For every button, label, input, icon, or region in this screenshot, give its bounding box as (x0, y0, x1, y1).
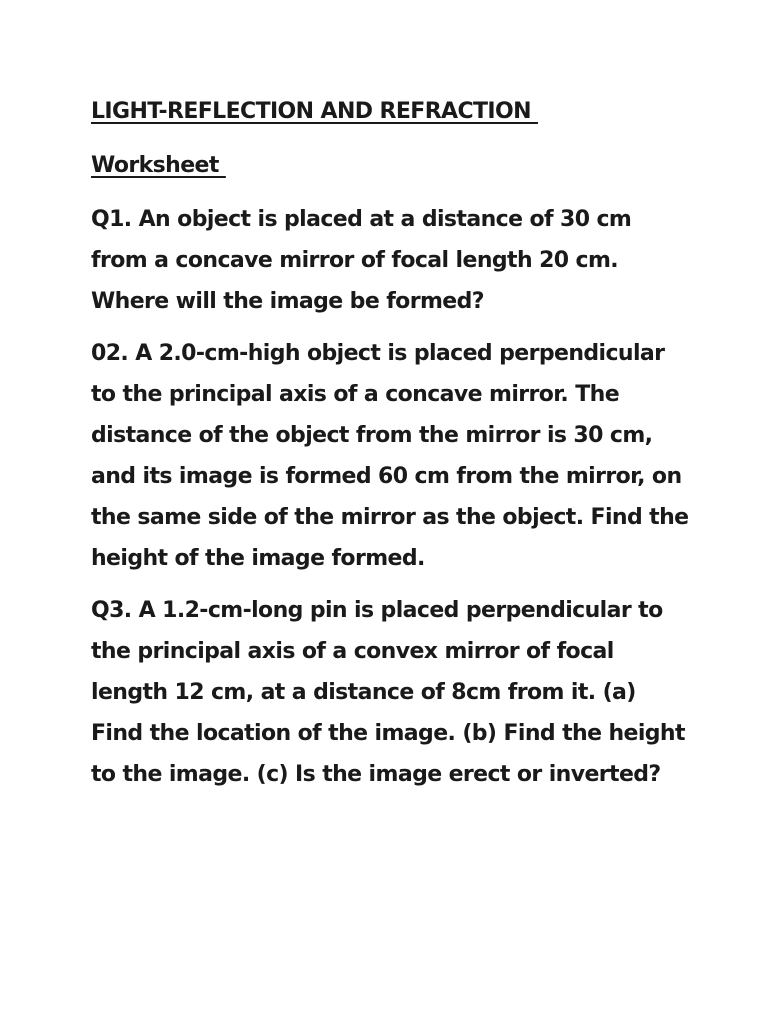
question-2: 02. A 2.0-cm-high object is placed perpendicular to the principal axis of a concave mirror. The distance of the object from the mirror is 30 cm, and its image is formed 60 cm from the mirror, on the same side of the mirror as the object. Find the height of the image formed. (91, 341, 689, 571)
worksheet-title: LIGHT-REFLECTION AND REFRACTION (91, 99, 538, 124)
worksheet-content (91, 94, 691, 806)
question-1: Q1. An object is placed at a distance of 30 cm from a concave mirror of focal length 20 cm. Where will the image be formed? (91, 207, 632, 314)
question-3: Q3. A 1.2-cm-long pin is placed perpendicular to the principal axis of a convex mirror of focal length 12 cm, at a distance of 8cm from it. (a) Find the location of the image. (b) Find the height to the image. (c) Is the image erect or inverted? (91, 598, 685, 787)
worksheet-subtitle: Worksheet (91, 153, 226, 178)
